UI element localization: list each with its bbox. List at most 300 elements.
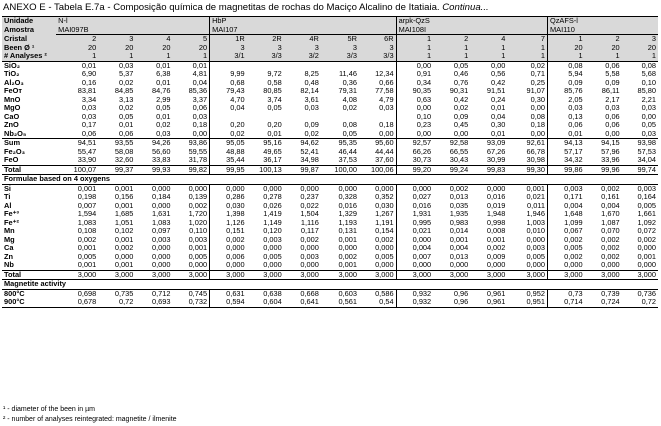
table-cell: 3,74 xyxy=(267,95,282,104)
table-cell: 83,81 xyxy=(77,87,97,95)
table-cell: 0,72 xyxy=(98,298,135,307)
table-cell: 0,03 xyxy=(547,104,584,113)
table-cell: 0,003 xyxy=(263,235,282,244)
table-cell: 1 xyxy=(56,52,98,61)
table-cell: 0,019 xyxy=(486,201,506,210)
row-label: Ti xyxy=(4,193,11,201)
table-cell: 1 xyxy=(622,52,658,61)
table-cell: 0,014 xyxy=(449,227,469,235)
table-cell: 92,57 xyxy=(396,139,433,148)
table-cell: 99,93 xyxy=(135,165,172,175)
table-cell xyxy=(210,113,247,122)
table-cell: 44,44 xyxy=(375,147,394,156)
table-cell: 0,005 xyxy=(77,252,97,261)
table-cell: 0,01 xyxy=(490,104,506,112)
formula-row xyxy=(2,210,658,219)
table-cell: 0,000 xyxy=(210,244,247,253)
table-cell: 0,131 xyxy=(338,227,357,235)
oxide-row xyxy=(2,104,658,113)
table-cell: 0,000 xyxy=(338,184,357,193)
table-cell: 0,693 xyxy=(135,298,172,307)
table-cell: 0,24 xyxy=(490,95,506,104)
table-cell: 2,99 xyxy=(156,95,171,104)
table-cell: 0,951 xyxy=(507,298,547,307)
table-cell: 2 xyxy=(585,35,622,44)
table-cell: 0,000 xyxy=(300,261,319,269)
table-cell: 1,398 xyxy=(210,210,247,219)
table-cell: 3/1 xyxy=(210,52,247,61)
table-cell: 0,02 xyxy=(118,78,134,87)
table-cell: 0,237 xyxy=(300,193,319,201)
table-cell: 20 xyxy=(56,44,98,53)
row-label: Nb xyxy=(4,261,14,269)
activity-row xyxy=(2,289,658,298)
table-cell: 1,329 xyxy=(338,210,357,218)
table-cell: 0,002 xyxy=(601,244,620,252)
row-label: Been Ø ¹ xyxy=(2,44,56,53)
table-cell: 66,55 xyxy=(449,147,469,156)
table-cell: 37,60 xyxy=(375,156,394,164)
table-cell xyxy=(359,113,396,122)
table-cell: 92,58 xyxy=(433,139,470,148)
table-cell: 1,594 xyxy=(77,210,97,218)
table-cell: 49,65 xyxy=(263,147,282,156)
table-cell: 0,171 xyxy=(547,193,584,202)
table-cell: 0,164 xyxy=(637,193,656,201)
table-cell: 0,03 xyxy=(98,61,135,70)
table-cell: 0,002 xyxy=(300,235,319,244)
table-cell: 20 xyxy=(622,44,658,53)
table-cell: 0,02 xyxy=(507,61,547,70)
table-cell: 94,26 xyxy=(135,139,172,148)
table-cell: 0,96 xyxy=(433,298,470,307)
group-amostra: MAI108I xyxy=(396,26,547,35)
table-cell: 0,02 xyxy=(304,129,319,138)
formula-section xyxy=(2,175,658,185)
table-cell: 0,02 xyxy=(118,104,134,112)
table-cell: 0,001 xyxy=(486,235,506,244)
table-cell: 1,116 xyxy=(300,218,319,227)
table-cell: 84,76 xyxy=(151,87,171,95)
table-cell: 0,714 xyxy=(547,298,584,307)
table-cell: 0,641 xyxy=(284,298,321,307)
table-cell: 30,98 xyxy=(526,156,545,164)
table-cell: 0,001 xyxy=(188,244,208,252)
table-cell: 3,000 xyxy=(585,270,622,280)
table-cell: 85,76 xyxy=(547,87,584,96)
activity-row xyxy=(2,298,658,307)
table-cell: 67,26 xyxy=(486,147,506,156)
table-cell: 0,00 xyxy=(396,61,433,70)
table-cell: 100,07 xyxy=(56,165,98,175)
table-cell: 0,00 xyxy=(530,129,545,138)
table-cell: 0,002 xyxy=(188,201,208,210)
table-cell: 0,002 xyxy=(449,184,469,193)
group-unidade: QzAFS-l xyxy=(547,17,658,26)
table-cell: 0,000 xyxy=(526,261,545,269)
table-cell: 0,03 xyxy=(156,129,171,138)
table-cell: 3,000 xyxy=(470,270,507,280)
row-label: Sum xyxy=(2,139,56,148)
table-cell: 0,01 xyxy=(267,129,282,138)
table-cell: 0,76 xyxy=(453,78,469,87)
table-cell: 0,998 xyxy=(486,218,506,227)
oxide-row xyxy=(2,87,658,96)
row-label: 800°C xyxy=(4,289,25,298)
table-cell: 1 xyxy=(172,52,209,61)
row-label: FeO xyxy=(4,156,19,164)
table-cell: 0,01 xyxy=(172,61,209,70)
table-cell: 0,009 xyxy=(486,252,506,261)
been-row xyxy=(2,44,658,53)
oxide-row xyxy=(2,70,658,79)
table-cell: 2,21 xyxy=(641,95,656,104)
row-label: Si xyxy=(4,184,11,193)
table-cell: 94,51 xyxy=(56,139,98,148)
table-cell: 0,00 xyxy=(470,61,507,70)
table-cell: 0,003 xyxy=(300,252,319,261)
oxide-row xyxy=(2,96,658,105)
table-cell: 0,08 xyxy=(530,112,545,121)
table-cell: 0,10 xyxy=(641,78,656,87)
group-unidade: arpk-QzS xyxy=(396,17,547,26)
table-cell: 0,016 xyxy=(338,201,357,210)
table-cell: 57,53 xyxy=(637,147,656,156)
table-cell: 0,002 xyxy=(77,235,97,244)
table-cell: 0,638 xyxy=(263,289,282,298)
table-cell: 82,14 xyxy=(300,87,319,95)
table-cell: 4,81 xyxy=(192,70,208,78)
table-cell: 0,02 xyxy=(210,130,247,139)
table-cell: 0,20 xyxy=(210,121,247,130)
table-cell: 0,18 xyxy=(379,121,394,129)
table-cell: 31,78 xyxy=(188,156,208,164)
table-cell: 0,09 xyxy=(304,121,319,129)
table-cell: 80,85 xyxy=(263,87,282,95)
table-cell: 0,000 xyxy=(338,244,357,252)
row-label: ZnO xyxy=(4,121,19,129)
table-cell: 90,31 xyxy=(449,87,469,95)
table-cell: 7 xyxy=(507,35,547,44)
table-cell: 0,002 xyxy=(210,236,247,245)
table-cell: 0,000 xyxy=(375,244,394,252)
table-cell: 0,03 xyxy=(379,104,394,112)
table-cell: 3 xyxy=(359,44,396,53)
oxide-row xyxy=(2,113,658,122)
table-cell: 99,20 xyxy=(396,165,433,175)
table-cell: 0,000 xyxy=(526,235,545,244)
table-cell: 0,000 xyxy=(263,261,282,269)
table-cell: 59,55 xyxy=(188,147,208,156)
table-cell: 1,946 xyxy=(526,210,545,218)
table-cell: 0,003 xyxy=(188,235,208,244)
table-cell: 86,11 xyxy=(601,87,620,95)
table-cell: 33,90 xyxy=(77,156,97,164)
table-cell: 3,61 xyxy=(304,95,319,104)
table-cell: 30,43 xyxy=(449,156,469,164)
table-cell: 3 xyxy=(284,44,321,53)
table-cell: 0,995 xyxy=(396,219,433,228)
table-cell: 33,96 xyxy=(601,156,620,164)
table-cell: 32,60 xyxy=(114,156,134,164)
table-cell: 1,720 xyxy=(188,210,208,218)
table-cell: 0,594 xyxy=(210,298,247,307)
table-cell: 66,78 xyxy=(526,147,545,156)
table-cell: 0,030 xyxy=(375,201,394,210)
table-cell: 99,83 xyxy=(470,165,507,175)
table-cell: 0,002 xyxy=(601,252,620,261)
table-cell: 93,86 xyxy=(172,139,209,148)
table-cell: 1,685 xyxy=(114,210,134,218)
table-cell: 5 xyxy=(172,35,209,44)
table-cell: 1,948 xyxy=(486,210,506,218)
table-cell: 100,13 xyxy=(247,165,284,175)
table-cell: 1 xyxy=(470,52,507,61)
table-cell: 0,04 xyxy=(210,104,247,113)
table-cell: 0,011 xyxy=(527,201,545,210)
table-cell: 99,82 xyxy=(172,165,209,175)
table-cell: 99,87 xyxy=(284,165,321,175)
table-cell: 0,072 xyxy=(637,227,656,235)
table-cell: 0,56 xyxy=(490,70,506,78)
table-cell: 0,01 xyxy=(547,130,584,139)
table-cell: 0,71 xyxy=(530,70,545,78)
table-cell: 0,000 xyxy=(210,184,247,193)
table-cell: 3 xyxy=(622,35,658,44)
footnote-2: ² - number of analyses reintegrated: magnetite / ilmenite xyxy=(3,416,177,423)
table-cell: 0,117 xyxy=(300,227,319,235)
table-cell: 3,000 xyxy=(247,270,284,280)
table-cell: 1 xyxy=(507,52,547,61)
table-cell: 0,000 xyxy=(637,261,656,269)
table-cell: 0,001 xyxy=(338,235,357,244)
table-cell: 3 xyxy=(321,44,359,53)
table-cell: 0,00 xyxy=(379,129,394,138)
table-cell: 3,000 xyxy=(135,270,172,280)
table-cell: 0,13 xyxy=(547,113,584,122)
table-cell: 0,000 xyxy=(375,261,394,269)
table-cell: 0,013 xyxy=(449,252,469,261)
table-cell: 0,000 xyxy=(547,261,584,270)
table-cell: 0,00 xyxy=(192,129,208,138)
table-cell: 5,58 xyxy=(605,70,620,78)
table-cell xyxy=(359,61,396,70)
table-cell: 0,001 xyxy=(114,261,134,269)
table-cell: 0,961 xyxy=(470,298,507,307)
table-cell: 2,17 xyxy=(605,95,620,104)
table-cell: 0,00 xyxy=(453,129,469,138)
table-cell: 0,678 xyxy=(56,298,98,307)
table-cell: 4,08 xyxy=(342,95,357,104)
table-cell: 0,000 xyxy=(210,261,247,270)
table-cell: 0,05 xyxy=(118,112,134,121)
table-cell: 1,051 xyxy=(114,218,134,227)
table-cell: 0,005 xyxy=(375,252,394,261)
table-cell: 3,000 xyxy=(622,270,658,280)
table-cell: 0,005 xyxy=(526,252,545,261)
table-cell: 0,000 xyxy=(601,261,620,269)
table-cell: 1,661 xyxy=(637,210,656,218)
table-cell: 0,09 xyxy=(547,79,584,88)
row-label: Al xyxy=(4,201,12,210)
table-cell: 99,74 xyxy=(622,165,658,175)
table-cell xyxy=(321,113,359,122)
table-cell: 0,25 xyxy=(530,78,545,87)
table-cell: 99,24 xyxy=(433,165,470,175)
table-cell: 0,001 xyxy=(77,184,97,193)
table-cell: 0,952 xyxy=(526,289,545,298)
table-cell: 0,000 xyxy=(486,184,506,193)
table-cell: 1R xyxy=(210,35,247,44)
table-cell: 1,504 xyxy=(300,210,319,218)
table-cell: 0,03 xyxy=(304,104,319,112)
table-cell: 0,002 xyxy=(637,235,656,244)
table-cell: 0,668 xyxy=(300,289,319,298)
table-cell: 0,005 xyxy=(547,244,584,253)
row-label: Mn xyxy=(4,227,15,235)
table-cell: 0,161 xyxy=(601,193,620,201)
formula-row xyxy=(2,236,658,245)
table-cell: 0,01 xyxy=(156,112,171,121)
table-cell: 0,021 xyxy=(526,193,545,201)
table-cell: 0,732 xyxy=(172,298,209,307)
table-cell: 34,04 xyxy=(637,156,656,164)
table-cell: 1 xyxy=(396,44,433,53)
table-cell: 0,000 xyxy=(263,244,282,252)
table-cell: 0,34 xyxy=(396,79,433,88)
table-cell: 4 xyxy=(135,35,172,44)
table-cell: 0,070 xyxy=(601,227,620,235)
table-cell: 0,698 xyxy=(77,289,97,298)
table-cell: 0,007 xyxy=(396,253,433,262)
table-cell: 0,01 xyxy=(135,61,172,70)
oxide-row xyxy=(2,61,658,70)
table-cell: 95,60 xyxy=(359,139,396,148)
table-cell: 0,561 xyxy=(321,298,359,307)
table-cell: 3,000 xyxy=(284,270,321,280)
table-cell: 0,156 xyxy=(114,193,134,201)
table-cell: 1,020 xyxy=(188,218,208,227)
table-cell: 0,006 xyxy=(210,253,247,262)
formula-row xyxy=(2,261,658,270)
table-title-continuation: Continua... xyxy=(442,2,489,13)
table-cell: 0,68 xyxy=(210,79,247,88)
table-cell: 0,000 xyxy=(300,244,319,252)
oxide-row xyxy=(2,148,658,157)
row-label: Total xyxy=(2,165,56,175)
table-cell: 0,54 xyxy=(359,298,396,307)
formula-row xyxy=(2,202,658,211)
table-cell: 0,23 xyxy=(396,121,433,130)
table-cell: 0,983 xyxy=(449,218,469,227)
table-cell: 3,000 xyxy=(433,270,470,280)
table-cell: 0,000 xyxy=(486,261,506,269)
table-cell: 0,000 xyxy=(396,236,433,245)
table-cell: 0,63 xyxy=(396,96,433,105)
table-cell: 1,419 xyxy=(263,210,282,218)
table-cell: 30,73 xyxy=(396,156,433,165)
table-cell: 0,17 xyxy=(81,121,97,129)
table-cell: 0,03 xyxy=(605,104,620,112)
table-cell: 94,15 xyxy=(585,139,622,148)
table-cell: 94,62 xyxy=(284,139,321,148)
group-amostra: MAI110 xyxy=(547,26,658,35)
table-cell: 0,08 xyxy=(547,61,584,70)
table-cell: 0,002 xyxy=(375,235,394,244)
unidade-row xyxy=(2,17,658,26)
table-cell: 0,000 xyxy=(151,184,171,193)
table-cell: 95,35 xyxy=(321,139,359,148)
oxide-row xyxy=(2,165,658,175)
table-cell: 0,05 xyxy=(267,104,282,112)
table-cell: 57,96 xyxy=(601,147,620,156)
table-cell: 1 xyxy=(547,52,584,61)
table-cell: 20 xyxy=(172,44,209,53)
table-cell: 3 xyxy=(210,44,247,53)
table-cell: 3,000 xyxy=(507,270,547,280)
table-cell: 58,08 xyxy=(114,147,134,156)
table-cell: 1,648 xyxy=(547,210,584,219)
table-cell: 0,198 xyxy=(77,193,97,201)
table-cell: 20 xyxy=(135,44,172,53)
table-cell: 0,06 xyxy=(605,112,620,121)
table-cell: 0,035 xyxy=(449,201,469,210)
table-cell: 93,98 xyxy=(622,139,658,148)
table-cell: 0,001 xyxy=(449,235,469,244)
table-cell: 0,002 xyxy=(338,252,357,261)
amostra-row xyxy=(2,26,658,35)
table-cell: 0,000 xyxy=(151,252,171,261)
table-cell: 3,37 xyxy=(192,95,208,104)
table-cell: 0,000 xyxy=(151,261,171,269)
analyses-row xyxy=(2,52,658,61)
table-cell: 0,04 xyxy=(192,78,208,87)
table-cell: 0,735 xyxy=(114,289,134,298)
table-cell: 1 xyxy=(135,52,172,61)
table-cell: 1 xyxy=(433,44,470,53)
table-cell: 0,003 xyxy=(637,184,656,193)
oxide-row xyxy=(2,121,658,130)
table-cell: 1,087 xyxy=(601,218,620,227)
table-cell: 99,37 xyxy=(98,165,135,175)
table-cell: 85,36 xyxy=(188,87,208,95)
table-cell: 0,108 xyxy=(77,227,97,235)
row-label: MnO xyxy=(4,95,21,104)
table-cell: 6,90 xyxy=(81,70,97,78)
table-cell: 100,06 xyxy=(359,165,396,175)
table-cell: 1 xyxy=(585,52,622,61)
table-cell: 0,01 xyxy=(118,121,134,129)
table-cell: 79,43 xyxy=(210,87,247,96)
row-label: Total xyxy=(2,270,56,280)
oxide-row xyxy=(2,139,658,148)
table-cell: 0,001 xyxy=(77,261,97,269)
table-cell: 3,000 xyxy=(98,270,135,280)
table-cell: 1 xyxy=(396,35,433,44)
table-cell: 0,005 xyxy=(637,201,656,210)
table-cell: 1,670 xyxy=(601,210,620,218)
table-cell: 0,016 xyxy=(396,202,433,211)
table-cell: 0,002 xyxy=(114,244,134,252)
table-cell: 34,32 xyxy=(547,156,584,165)
table-cell: 0,45 xyxy=(453,121,469,129)
table-cell: 0,03 xyxy=(641,129,656,138)
table-cell xyxy=(247,61,284,70)
table-cell: 0,027 xyxy=(396,193,433,202)
row-label: SiO₂ xyxy=(2,61,56,70)
table-cell: 0,005 xyxy=(188,252,208,261)
table-cell: 0,016 xyxy=(486,193,506,201)
